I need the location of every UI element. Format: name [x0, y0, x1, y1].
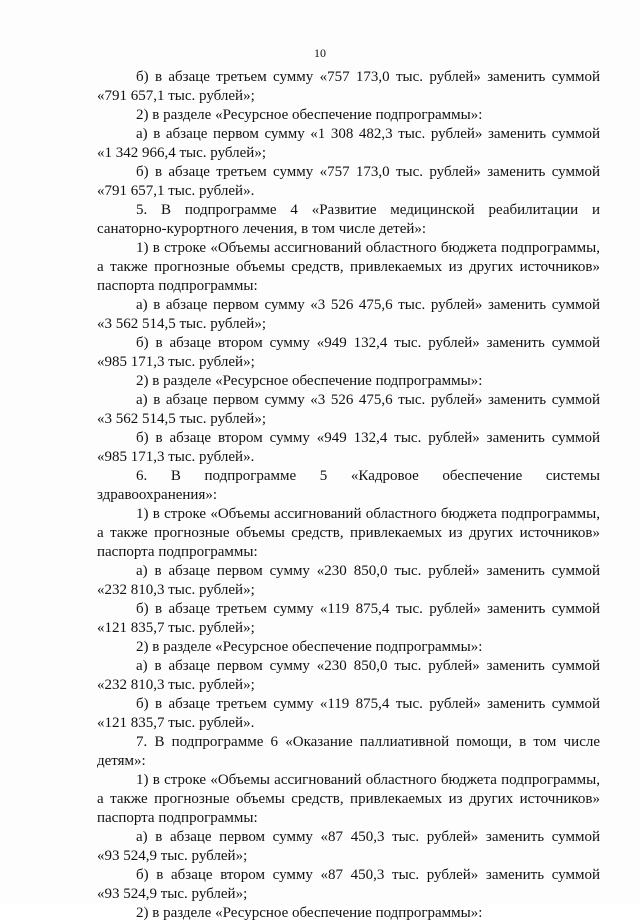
text-line: санаторно-курортного лечения, в том числе детей»: [97, 221, 427, 237]
text-line: «93 524,9 тыс. рублей»; [97, 848, 248, 864]
text-line: б) в абзаце третьем сумму «119 875,4 тыс. рублей» заменить суммой [136, 696, 600, 712]
text-line: б) в абзаце третьем сумму «757 173,0 тыс. рублей» заменить суммой [136, 69, 600, 85]
text-line: 5. В подпрограмме 4 «Развитие медицинской реабилитации и [136, 202, 600, 218]
text-line: б) в абзаце втором сумму «949 132,4 тыс. рублей» заменить суммой [136, 430, 600, 446]
text-line: а) в абзаце первом сумму «230 850,0 тыс. рублей» заменить суммой [136, 563, 600, 579]
text-line: «985 171,3 тыс. рублей». [97, 449, 255, 465]
text-line: здравоохранения»: [97, 487, 218, 503]
text-line: а) в абзаце первом сумму «3 526 475,6 тыс. рублей» заменить суммой [136, 297, 600, 313]
text-line: «232 810,3 тыс. рублей»; [97, 582, 255, 598]
text-line: «1 342 966,4 тыс. рублей»; [97, 145, 266, 161]
text-line: б) в абзаце третьем сумму «757 173,0 тыс. рублей» заменить суммой [136, 164, 600, 180]
text-line: а также прогнозные объемы средств, привлекаемых из других источников» [97, 525, 600, 541]
text-line: «232 810,3 тыс. рублей»; [97, 677, 255, 693]
text-line: а также прогнозные объемы средств, привлекаемых из других источников» [97, 259, 600, 275]
text-line: 7. В подпрограмме 6 «Оказание паллиативной помощи, в том числе [136, 734, 600, 750]
page-number: 10 [314, 46, 326, 60]
text-line: б) в абзаце втором сумму «87 450,3 тыс. рублей» заменить суммой [136, 867, 600, 883]
text-line: «121 835,7 тыс. рублей». [97, 715, 255, 731]
text-line: а) в абзаце первом сумму «87 450,3 тыс. рублей» заменить суммой [136, 829, 600, 845]
text-line: «791 657,1 тыс. рублей». [97, 183, 255, 199]
text-line: «3 562 514,5 тыс. рублей»; [97, 411, 266, 427]
text-line: а) в абзаце первом сумму «3 526 475,6 тыс. рублей» заменить суммой [136, 392, 600, 408]
text-line: а) в абзаце первом сумму «1 308 482,3 тыс. рублей» заменить суммой [136, 126, 600, 142]
text-line: «791 657,1 тыс. рублей»; [97, 88, 255, 104]
text-line: а также прогнозные объемы средств, привлекаемых из других источников» [97, 791, 600, 807]
text-line: паспорта подпрограммы: [97, 278, 258, 294]
text-line: 6. В подпрограмме 5 «Кадровое обеспечение системы [136, 468, 600, 484]
text-line: 1) в строке «Объемы ассигнований областного бюджета подпрограммы, [136, 506, 600, 522]
text-line: «121 835,7 тыс. рублей»; [97, 620, 255, 636]
text-line: детям»: [97, 753, 146, 769]
text-line: а) в абзаце первом сумму «230 850,0 тыс. рублей» заменить суммой [136, 658, 600, 674]
text-line: б) в абзаце втором сумму «949 132,4 тыс. рублей» заменить суммой [136, 335, 600, 351]
text-line: 1) в строке «Объемы ассигнований областного бюджета подпрограммы, [136, 240, 600, 256]
text-line: паспорта подпрограммы: [97, 810, 258, 826]
text-line: 2) в разделе «Ресурсное обеспечение подпрограммы»: [136, 107, 483, 123]
text-line: 2) в разделе «Ресурсное обеспечение подпрограммы»: [136, 373, 483, 389]
text-line: «93 524,9 тыс. рублей»; [97, 886, 248, 902]
text-line: 2) в разделе «Ресурсное обеспечение подпрограммы»: [136, 639, 483, 655]
text-line: «985 171,3 тыс. рублей»; [97, 354, 255, 370]
text-line: паспорта подпрограммы: [97, 544, 258, 560]
text-line: «3 562 514,5 тыс. рублей»; [97, 316, 266, 332]
text-line: 1) в строке «Объемы ассигнований областного бюджета подпрограммы, [136, 772, 600, 788]
text-line: 2) в разделе «Ресурсное обеспечение подпрограммы»: [136, 905, 483, 921]
text-line: б) в абзаце третьем сумму «119 875,4 тыс. рублей» заменить суммой [136, 601, 600, 617]
document-body [97, 68, 600, 923]
